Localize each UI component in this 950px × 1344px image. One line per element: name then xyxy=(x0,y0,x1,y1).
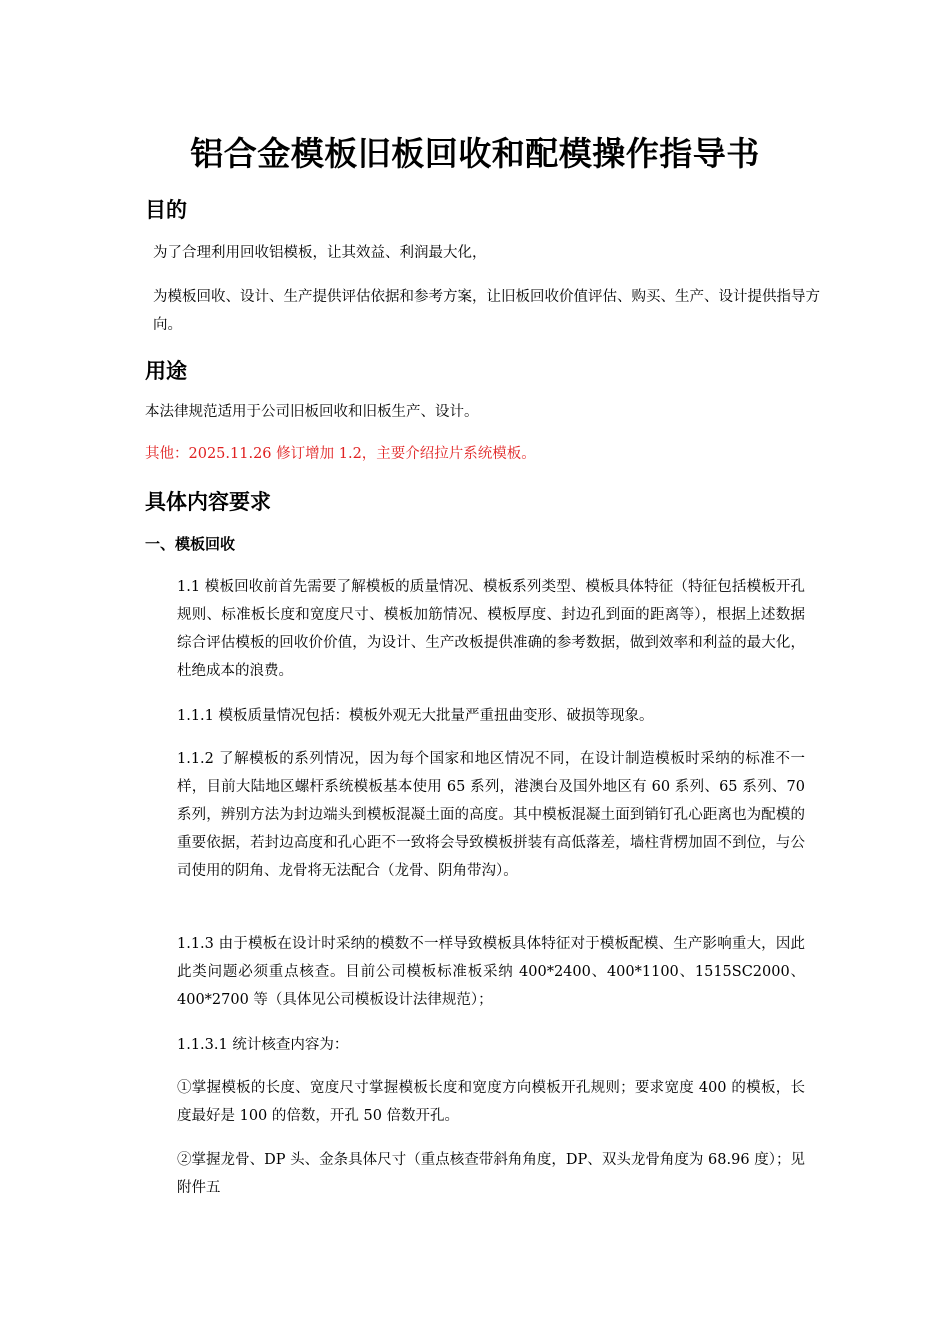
clause-1-1-3: 1.1.3 由于模板在设计时采纳的模数不一样导致模板具体特征对于模板配模、生产影响重大，因此此类问题必须重点核查。目前公司模板标准板采纳 400*2400、400*1100、1515SC2000、400*2700 等（具体见公司模板设计法律规范）； xyxy=(177,936,805,1008)
section-heading-requirements: 具体内容要求 xyxy=(145,490,271,514)
check-item-1: ①掌握模板的长度、宽度尺寸掌握模板长度和宽度方向模板开孔规则；要求宽度 400 的模板，长度最好是 100 的倍数，开孔 50 倍数开孔。 xyxy=(177,1080,805,1124)
clause-1-1-1: 1.1.1 模板质量情况包括：模板外观无大批量严重扭曲变形、破损等现象。 xyxy=(177,708,654,724)
clause-1-1-2: 1.1.2 了解模板的系列情况，因为每个国家和地区情况不同，在设计制造模板时采纳的标准不一样，目前大陆地区螺杆系统模板基本使用 65 系列，港澳台及国外地区有 60 系列、65 系列、70 系列，辨别方法为封边端头到模板混凝土面的高度。其中模板混凝土面到销钉孔心距离也为配模的重要依据，若封边高度和孔心距不一致将会导致模板拼装有高低落差，墙柱背楞加固不到位，与公司使用的阴角、龙骨将无法配合（龙骨、阴角带沟）。 xyxy=(177,751,805,879)
clause-1-1: 1.1 模板回收前首先需要了解模板的质量情况、模板系列类型、模板具体特征（特征包括模板开孔规则、标准板长度和宽度尺寸、模板加筋情况、模板厚度、封边孔到面的距离等），根据上述数据综合评估模板的回收价价值，为设计、生产改板提供准确的参考数据，做到效率和利益的最大化，杜绝成本的浪费。 xyxy=(177,579,805,679)
section-heading-purpose: 目的 xyxy=(145,198,187,222)
document-title: 铝合金模板旧板回收和配模操作指导书 xyxy=(190,134,760,173)
purpose-paragraph-2: 为模板回收、设计、生产提供评估依据和参考方案，让旧板回收价值评估、购买、生产、设计提供指导方向。 xyxy=(153,289,820,333)
subsection-heading-template-recovery: 一、模板回收 xyxy=(145,535,236,553)
usage-paragraph: 本法律规范适用于公司旧板回收和旧板生产、设计。 xyxy=(145,404,479,420)
purpose-paragraph-1: 为了合理利用回收铝模板，让其效益、利润最大化， xyxy=(153,245,487,261)
clause-1-1-3-1: 1.1.3.1 统计核查内容为： xyxy=(177,1037,349,1053)
section-heading-usage: 用途 xyxy=(145,359,187,383)
revision-note: 其他：2025.11.26 修订增加 1.2，主要介绍拉片系统模板。 xyxy=(145,446,536,462)
check-item-2: ②掌握龙骨、DP 头、金条具体尺寸（重点核查带斜角角度，DP、双头龙骨角度为 68.96 度）；见附件五 xyxy=(177,1152,805,1196)
